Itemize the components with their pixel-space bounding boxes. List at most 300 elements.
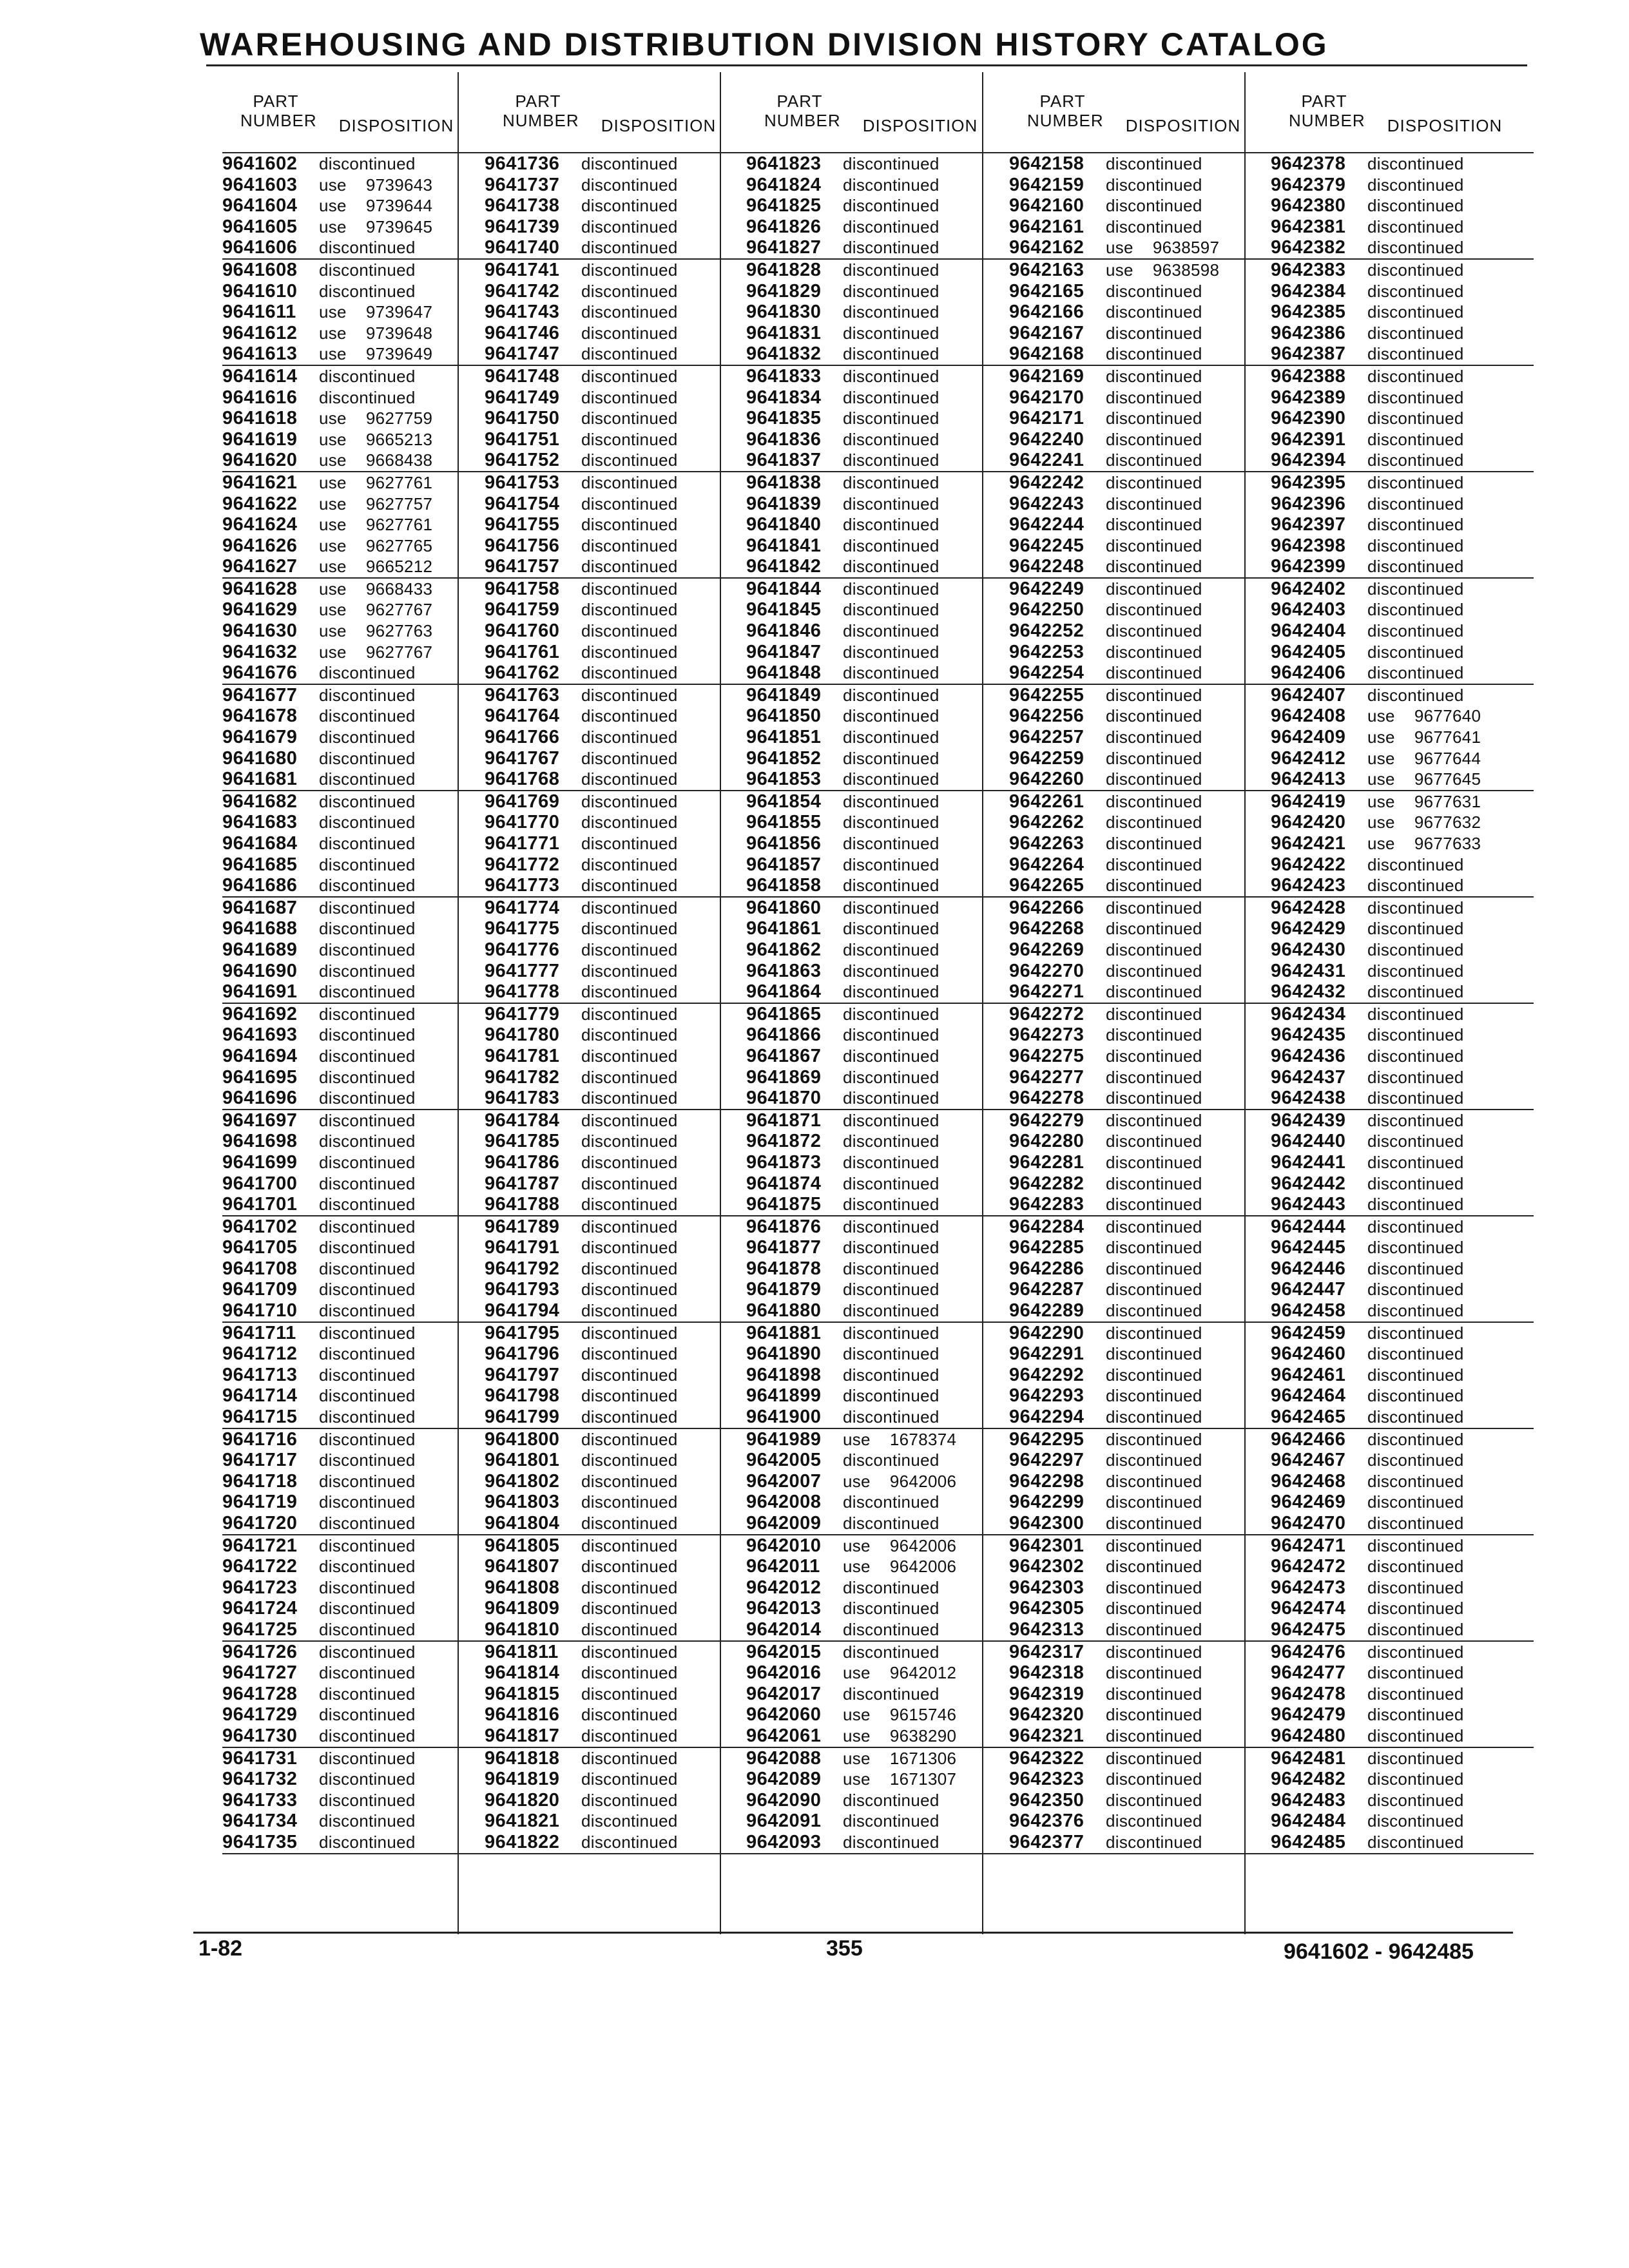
part-number: 9641862 (746, 939, 822, 960)
part-number: 9642261 (1009, 791, 1084, 812)
table-row (1009, 1790, 1272, 1811)
part-number: 9642442 (1271, 1173, 1346, 1194)
disposition: discontinued (319, 1535, 416, 1555)
disposition: discontinued (843, 982, 940, 1002)
table-row (1271, 494, 1534, 515)
part-number: 9642384 (1271, 280, 1346, 302)
disposition: discontinued (1106, 1110, 1202, 1130)
disposition: discontinued (581, 769, 678, 789)
disposition: discontinued (843, 812, 940, 832)
disposition: use 9677641 (1367, 727, 1481, 747)
table-row (222, 1725, 485, 1748)
table-row (746, 1300, 1009, 1323)
part-number: 9641899 (746, 1385, 822, 1407)
part-number: 9641861 (746, 918, 822, 939)
table-row (222, 1513, 485, 1535)
part-number: 9642386 (1271, 322, 1346, 343)
table-row (1271, 343, 1534, 366)
disposition: discontinued (843, 961, 940, 981)
column-header (485, 70, 747, 152)
disposition: discontinued (1106, 727, 1202, 747)
disposition: discontinued (1106, 1684, 1202, 1704)
table-row (222, 833, 485, 854)
part-number: 9642404 (1271, 620, 1346, 642)
part-number: 9641854 (746, 791, 822, 812)
disposition: discontinued (1106, 748, 1202, 768)
disposition: discontinued (843, 344, 940, 364)
part-number: 9641608 (222, 259, 298, 280)
part-number: 9641796 (485, 1343, 560, 1365)
part-number: 9641830 (746, 302, 822, 323)
table-row (746, 1598, 1009, 1619)
table-row (485, 769, 747, 791)
part-number: 9641713 (222, 1364, 298, 1385)
part-number: 9641770 (485, 812, 560, 833)
table-row (1271, 1535, 1534, 1557)
table-row (222, 237, 485, 260)
part-number: 9641825 (746, 195, 822, 216)
part-number: 9642252 (1009, 620, 1084, 642)
table-row (746, 833, 1009, 854)
part-number: 9641681 (222, 769, 298, 790)
disposition: discontinued (581, 1725, 678, 1745)
disposition: discontinued (581, 1769, 678, 1789)
part-number: 9642291 (1009, 1343, 1084, 1365)
table-row (485, 1067, 747, 1088)
table-row (1271, 1471, 1534, 1492)
disposition: discontinued (1367, 1407, 1464, 1427)
part-number: 9642382 (1271, 237, 1346, 258)
part-number: 9641683 (222, 812, 298, 833)
disposition: discontinued (843, 1152, 940, 1172)
table-row (1009, 1513, 1272, 1535)
table-row (1271, 1662, 1534, 1684)
part-list (1009, 152, 1272, 1854)
part-number: 9641793 (485, 1279, 560, 1300)
table-row (485, 366, 747, 387)
part-number: 9641734 (222, 1811, 298, 1832)
column-header (222, 70, 485, 152)
table-row (1009, 1365, 1272, 1386)
table-row (746, 1323, 1009, 1344)
part-number: 9641730 (222, 1725, 298, 1746)
part-number: 9641784 (485, 1110, 560, 1131)
disposition: discontinued (1367, 1599, 1464, 1619)
table-row (1271, 1704, 1534, 1725)
disposition: use 9627765 (319, 535, 433, 555)
part-list (485, 152, 747, 1854)
table-row (222, 769, 485, 791)
disposition: discontinued (581, 238, 678, 258)
table-row (222, 1131, 485, 1152)
part-number: 9641696 (222, 1088, 298, 1109)
table-row (222, 195, 485, 216)
part-number: 9642167 (1009, 322, 1084, 343)
part-number: 9642009 (746, 1513, 822, 1533)
table-row (485, 1790, 747, 1811)
part-number: 9642010 (746, 1535, 822, 1556)
part-number: 9642466 (1271, 1428, 1346, 1450)
part-number: 9641618 (222, 408, 298, 429)
part-number: 9641627 (222, 556, 298, 577)
disposition: discontinued (319, 982, 416, 1002)
disposition: discontinued (1106, 1642, 1202, 1662)
disposition: discontinued (1106, 1301, 1202, 1321)
disposition: discontinued (581, 812, 678, 832)
disposition: discontinued (319, 387, 416, 407)
disposition: discontinued (319, 1514, 416, 1533)
part-number: 9641846 (746, 620, 822, 642)
part-number: 9642272 (1009, 1003, 1084, 1024)
part-number: 9641701 (222, 1194, 298, 1215)
table-row (222, 812, 485, 833)
table-row (222, 854, 485, 876)
part-number: 9641710 (222, 1300, 298, 1321)
table-row (746, 1237, 1009, 1258)
part-number: 9642293 (1009, 1385, 1084, 1407)
table-row (485, 281, 747, 302)
disposition: discontinued (1106, 344, 1202, 364)
table-row (746, 1556, 1009, 1577)
part-number: 9641874 (746, 1173, 822, 1194)
table-row (222, 1684, 485, 1705)
table-row (1009, 1004, 1272, 1025)
disposition: discontinued (1106, 1599, 1202, 1619)
table-row (1009, 791, 1272, 812)
part-number: 9641716 (222, 1428, 298, 1450)
part-number: 9642407 (1271, 684, 1346, 706)
disposition: use 9739644 (319, 196, 433, 216)
disposition: discontinued (843, 1684, 940, 1704)
part-number: 9641714 (222, 1385, 298, 1407)
disposition: discontinued (581, 939, 678, 959)
table-row (1271, 1385, 1534, 1407)
part-number: 9641857 (746, 854, 822, 875)
table-row (1009, 1684, 1272, 1705)
disposition: discontinued (581, 154, 678, 173)
table-row (1271, 875, 1534, 898)
table-row (1271, 408, 1534, 429)
disposition: discontinued (1367, 1811, 1464, 1831)
part-number: 9641605 (222, 216, 298, 237)
table-row (1009, 981, 1272, 1004)
part-number: 9641676 (222, 662, 298, 684)
part-number: 9641811 (485, 1641, 559, 1662)
part-number: 9642429 (1271, 918, 1346, 939)
part-number: 9641821 (485, 1811, 560, 1832)
disposition: discontinued (319, 1386, 416, 1406)
table-row (222, 685, 485, 706)
disposition: discontinued (581, 1663, 678, 1683)
disposition: discontinued (843, 1492, 940, 1512)
disposition: discontinued (581, 1492, 678, 1512)
table-row (485, 620, 747, 642)
disposition: discontinued (1367, 1619, 1464, 1639)
table-row (1009, 812, 1272, 833)
table-row (485, 1088, 747, 1110)
part-number: 9641735 (222, 1831, 298, 1852)
disposition: use 9677631 (1367, 791, 1481, 811)
disposition: discontinued (843, 196, 940, 216)
column-header (1009, 70, 1272, 152)
disposition: discontinued (1106, 663, 1202, 683)
part-number: 9642300 (1009, 1513, 1084, 1533)
disposition: discontinued (319, 748, 416, 768)
part-number: 9641778 (485, 981, 560, 1003)
table-row (1009, 1279, 1272, 1300)
disposition: discontinued (1367, 387, 1464, 407)
table-row (485, 175, 747, 196)
disposition: discontinued (581, 366, 678, 386)
part-number: 9641873 (746, 1151, 822, 1173)
part-list (746, 152, 1009, 1854)
part-number: 9641823 (746, 153, 822, 174)
table-row (222, 281, 485, 302)
disposition: discontinued (1106, 535, 1202, 555)
table-row (485, 939, 747, 961)
table-row (222, 1407, 485, 1429)
disposition: discontinued (319, 1492, 416, 1512)
disposition: discontinued (843, 706, 940, 726)
table-row (1271, 387, 1534, 408)
disposition: discontinued (1106, 494, 1202, 514)
table-row (1009, 642, 1272, 663)
part-number: 9642470 (1271, 1513, 1346, 1533)
disposition: discontinued (843, 748, 940, 768)
disposition: discontinued (1367, 1131, 1464, 1151)
table-row (1271, 1323, 1534, 1344)
disposition: use 9677632 (1367, 812, 1481, 832)
disposition: discontinued (1367, 1195, 1464, 1215)
part-number: 9642285 (1009, 1237, 1084, 1258)
disposition: discontinued (843, 1642, 940, 1662)
part-number: 9641687 (222, 897, 298, 918)
table-row (746, 1535, 1009, 1557)
part-number: 9641808 (485, 1577, 560, 1598)
table-row (746, 514, 1009, 535)
disposition: discontinued (843, 1811, 940, 1831)
table-row (1009, 685, 1272, 706)
part-number: 9642289 (1009, 1300, 1084, 1321)
table-row (1009, 1556, 1272, 1577)
disposition: discontinued (1106, 196, 1202, 216)
table-row (1271, 981, 1534, 1004)
part-number: 9641775 (485, 918, 560, 939)
disposition: discontinued (1106, 1067, 1202, 1087)
part-number: 9641747 (485, 343, 560, 365)
disposition: discontinued (319, 1811, 416, 1831)
table-row (222, 1173, 485, 1195)
disposition: discontinued (581, 387, 678, 407)
disposition: discontinued (319, 663, 416, 683)
table-row (746, 812, 1009, 833)
table-row (1009, 1450, 1272, 1471)
part-number: 9642405 (1271, 641, 1346, 662)
table-row (746, 642, 1009, 663)
disposition: discontinued (1106, 1280, 1202, 1300)
part-number: 9641622 (222, 493, 298, 514)
part-number: 9641794 (485, 1300, 560, 1321)
disposition: discontinued (843, 1323, 940, 1343)
disposition: discontinued (1106, 1046, 1202, 1066)
table-row (1009, 1429, 1272, 1450)
part-number: 9642248 (1009, 556, 1084, 577)
header-disposition: DISPOSITION (601, 116, 717, 135)
disposition: discontinued (843, 1088, 940, 1108)
table-row (1271, 535, 1534, 557)
part-number: 9641880 (746, 1300, 822, 1321)
part-number: 9641751 (485, 428, 560, 450)
table-row (746, 1832, 1009, 1854)
part-number: 9642480 (1271, 1725, 1346, 1746)
part-number: 9642245 (1009, 535, 1084, 556)
part-number: 9642159 (1009, 174, 1084, 195)
part-number: 9642446 (1271, 1258, 1346, 1279)
disposition: discontinued (581, 727, 678, 747)
part-number: 9642469 (1271, 1492, 1346, 1513)
part-number: 9641629 (222, 599, 298, 620)
part-number: 9641763 (485, 684, 560, 706)
disposition: discontinued (581, 1577, 678, 1597)
part-number: 9642473 (1271, 1577, 1346, 1598)
part-number: 9641611 (222, 302, 296, 323)
disposition: discontinued (843, 1832, 940, 1852)
disposition: discontinued (1367, 1004, 1464, 1024)
part-number: 9641705 (222, 1237, 298, 1258)
part-number: 9641720 (222, 1513, 298, 1533)
table-row (746, 237, 1009, 260)
disposition: discontinued (1106, 387, 1202, 407)
disposition: discontinued (581, 323, 678, 343)
disposition: discontinued (1106, 1663, 1202, 1683)
part-number: 9642241 (1009, 450, 1084, 471)
part-number: 9642271 (1009, 981, 1084, 1003)
table-row (485, 1832, 747, 1854)
disposition: discontinued (1367, 1725, 1464, 1745)
table-row (746, 748, 1009, 769)
table-row (746, 302, 1009, 323)
part-number: 9642016 (746, 1662, 822, 1684)
part-number: 9641753 (485, 472, 560, 493)
disposition: discontinued (1106, 1471, 1202, 1491)
part-number: 9641989 (746, 1428, 822, 1450)
table-row (1009, 1216, 1272, 1238)
part-number: 9642253 (1009, 641, 1084, 662)
disposition: discontinued (581, 1152, 678, 1172)
table-row (1009, 662, 1272, 685)
table-row (485, 1237, 747, 1258)
disposition: discontinued (581, 1110, 678, 1130)
disposition: use 9739643 (319, 175, 433, 195)
disposition: discontinued (581, 408, 678, 428)
disposition: discontinued (1367, 1705, 1464, 1725)
disposition: discontinued (581, 982, 678, 1002)
disposition: discontinued (319, 1599, 416, 1619)
disposition: discontinued (1106, 515, 1202, 535)
table-row (1009, 620, 1272, 642)
part-number: 9641756 (485, 535, 560, 556)
footer-section-number: 1-82 (198, 1936, 243, 1961)
disposition: discontinued (319, 1557, 416, 1577)
disposition: discontinued (843, 154, 940, 173)
part-number: 9642440 (1271, 1131, 1346, 1152)
disposition: discontinued (319, 685, 416, 705)
part-number: 9642379 (1271, 174, 1346, 195)
table-row (1009, 387, 1272, 408)
table-row (222, 1471, 485, 1492)
part-number: 9642275 (1009, 1045, 1084, 1066)
table-row (746, 1088, 1009, 1110)
part-number: 9642305 (1009, 1598, 1084, 1619)
disposition: discontinued (319, 1280, 416, 1300)
table-row (222, 1535, 485, 1557)
disposition: discontinued (1106, 557, 1202, 577)
disposition: discontinued (319, 238, 416, 258)
table-row (1271, 153, 1534, 175)
part-number: 9641858 (746, 875, 822, 896)
part-number: 9642250 (1009, 599, 1084, 620)
disposition: discontinued (319, 1110, 416, 1130)
table-row (222, 366, 485, 387)
table-row (222, 1365, 485, 1386)
catalog-column-1 (222, 70, 485, 1854)
table-row (1271, 1046, 1534, 1067)
part-number: 9642265 (1009, 875, 1084, 896)
part-number: 9642421 (1271, 833, 1346, 854)
disposition: discontinued (1367, 1684, 1464, 1704)
part-number: 9642408 (1271, 706, 1346, 727)
table-row (1009, 1535, 1272, 1557)
disposition: discontinued (1367, 154, 1464, 173)
column-header (1271, 70, 1534, 152)
table-row (222, 1577, 485, 1599)
part-number: 9641736 (485, 153, 560, 174)
table-row (222, 1300, 485, 1323)
disposition: discontinued (1367, 663, 1464, 683)
disposition: discontinued (1106, 472, 1202, 492)
table-row (1271, 812, 1534, 833)
disposition: discontinued (1106, 1769, 1202, 1789)
disposition: discontinued (1106, 175, 1202, 195)
part-number: 9641616 (222, 387, 298, 408)
table-row (222, 791, 485, 812)
disposition: discontinued (843, 302, 940, 322)
part-number: 9641752 (485, 450, 560, 471)
table-row (1009, 366, 1272, 387)
catalog-column-5 (1271, 70, 1534, 1854)
disposition: discontinued (319, 1301, 416, 1321)
table-row (222, 1323, 485, 1344)
disposition: discontinued (319, 1131, 416, 1151)
disposition: discontinued (1106, 769, 1202, 789)
catalog-column-4 (1009, 70, 1272, 1854)
part-number: 9641818 (485, 1747, 560, 1769)
table-row (746, 1513, 1009, 1535)
table-row (222, 1642, 485, 1663)
table-row (222, 662, 485, 685)
part-number: 9642322 (1009, 1747, 1084, 1769)
table-row (485, 1513, 747, 1535)
disposition: discontinued (1367, 196, 1464, 216)
part-number: 9642286 (1009, 1258, 1084, 1279)
table-row (746, 1152, 1009, 1173)
disposition: discontinued (581, 1514, 678, 1533)
disposition: discontinued (581, 175, 678, 195)
table-row (222, 1619, 485, 1642)
table-row (1009, 1131, 1272, 1152)
table-row (1009, 1832, 1272, 1854)
disposition: discontinued (843, 642, 940, 662)
